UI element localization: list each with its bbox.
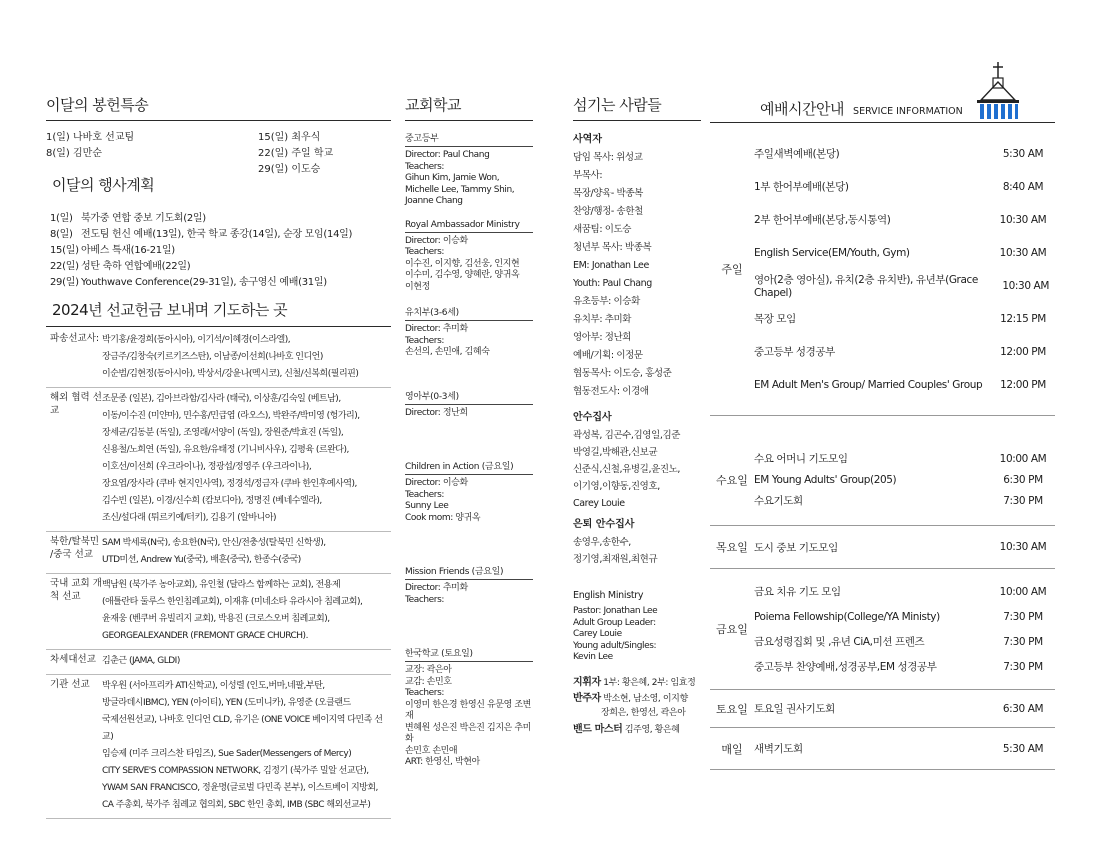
mission-line: 장요엽/장사라 (쿠바 현지인사역), 정경석/정금자 (쿠바 한인후예사역), [102, 479, 357, 489]
event-date: 1(일) [50, 213, 73, 224]
accompanist-label: 반주자 [573, 692, 601, 704]
school-block-line: Director: Paul Chang [405, 150, 490, 160]
mission-text [102, 391, 391, 527]
em-title: English Ministry [573, 590, 644, 601]
school-block-title: 영아부(0-3세) [405, 389, 533, 405]
deacons-title: 안수집사 [573, 412, 612, 423]
event-date: 22(일) [50, 261, 79, 272]
server-line: Pastor: Jonathan Lee [573, 606, 658, 616]
worship-rows [754, 137, 1055, 401]
school-block-line: Director: 추미화 [405, 324, 468, 334]
mission-line: (애틀란타 둘루스 한인침례교회), 이재휴 (미네소타 유라시아 침례교회), [102, 597, 363, 607]
school-block [405, 220, 533, 294]
worship-time: 12:00 PM [1000, 378, 1046, 391]
worship-name: 금요성령집회 및 ,유년 CiA,미션 프렌즈 [754, 636, 925, 648]
server-line: Kevin Lee [573, 652, 613, 662]
school-block-line: Teachers: [405, 688, 445, 698]
mission-label: 해외 협력 선교 [50, 392, 102, 416]
school-block-line: Sunny Lee [405, 501, 449, 511]
worship-time: 7:30 PM [1003, 494, 1043, 507]
english-ministry [573, 590, 701, 664]
worship-title-row [760, 98, 963, 119]
school-block-line: Teachers: [405, 335, 445, 346]
worship-time: 10:30 AM [999, 541, 1047, 553]
worship-group [710, 569, 1055, 690]
worship-name: English Service(EM/Youth, Gym) [754, 246, 910, 259]
band-label: 밴드 마스터 [573, 723, 623, 735]
worship-name: 수요기도회 [754, 495, 803, 507]
worship-row [754, 170, 1055, 203]
server-line: Adult Group Leader: [573, 617, 656, 628]
server-line: 부목사: [573, 170, 603, 181]
school-block [405, 646, 533, 769]
worship-time: 10:00 AM [999, 585, 1047, 598]
mission-label: 북한/탈북민 /중국 선교 [50, 536, 100, 560]
worship-time: 7:30 PM [1003, 660, 1043, 673]
mission-label: 파송선교사: [50, 333, 100, 344]
event-row [46, 275, 391, 291]
worship-time: 10:30 AM [999, 246, 1047, 259]
worship-name: Poiema Fellowship(College/YA Ministy) [754, 610, 940, 623]
school-block-line: 교장: 곽은아 [405, 665, 452, 675]
mission-line: 조신/설다래 (튀르키예/터키), 김용기 (알바니아) [102, 513, 277, 523]
worship-row [754, 469, 1055, 490]
school-block-title: Royal Ambassador Ministry [405, 220, 533, 233]
mission-line: 김춘근 (JAMA, GLDI) [102, 656, 180, 666]
school-block-line: 손민호 손민애 [405, 745, 458, 756]
worship-time: 8:40 AM [1002, 180, 1044, 193]
worship-name: 금요 치유 기도 모임 [754, 586, 841, 598]
mission-line: 신용철/노희연 (독일), 유요한/유태정 (기니비사우), 김평육 (르완다), [102, 445, 349, 455]
worship-time: 5:30 AM [1002, 742, 1044, 755]
worship-row [754, 137, 1055, 170]
mission-text [102, 653, 391, 670]
mission-line: 국제선원선교), 나바호 인디언 CLD, 유기은 (ONE VOICE 베이지역 다민족 선교) [102, 715, 383, 742]
mission-line: 윤재웅 (벤쿠버 유빌리지 교회), 박용진 (크로스오버 침례교회), [102, 614, 330, 624]
column-church-school [405, 94, 533, 769]
server-line: Carey Louie [573, 629, 622, 639]
worship-row [754, 579, 1055, 604]
offering-item: 29(일) 이도승 [258, 164, 321, 175]
school-block-line: 이영미 한은경 한영신 유문영 조변재 [405, 699, 531, 721]
server-line: 송영우,송한수, [573, 537, 631, 548]
worship-name: 새벽기도회 [754, 743, 803, 755]
school-block-title: 유치부(3-6세) [405, 305, 533, 321]
column-worship [710, 60, 1055, 770]
worship-day: 매일 [721, 742, 743, 756]
school-block-title: Mission Friends (금요일) [405, 564, 533, 580]
worship-time: 10:00 AM [999, 452, 1047, 465]
mission-line: 백남원 (북가주 농아교회), 유인철 (달라스 함께하는 교회), 전용제 [102, 580, 341, 590]
offering-item: 22(일) 주일 학교 [258, 148, 334, 159]
worship-row [754, 448, 1055, 469]
school-block-line: Teachers: [405, 247, 445, 257]
worship-row [754, 203, 1055, 236]
worship-row [754, 698, 1055, 719]
staff-title: 사역자 [573, 134, 602, 145]
event-date: 29(일) [50, 277, 79, 288]
worship-name: 중고등부 성경공부 [754, 346, 835, 358]
offering-item: 15(일) 최우식 [258, 132, 321, 143]
worship-group [710, 690, 1055, 728]
event-date: 15(일) [50, 245, 79, 256]
mission-text [102, 577, 391, 645]
school-block-line: 이수진, 이지향, 김선웅, 인지현 [405, 258, 520, 269]
worship-day: 주일 [721, 263, 743, 276]
school-block-line: Teachers: [405, 594, 445, 605]
worship-time: 12:15 PM [1000, 312, 1046, 325]
worship-row [754, 368, 1055, 401]
server-line: Youth: Paul Chang [573, 278, 652, 289]
event-row [46, 259, 391, 275]
worship-time: 5:30 AM [1002, 147, 1044, 160]
worship-row [754, 302, 1055, 335]
school-block-line: 이수미, 김수영, 양혜란, 양귀옥 [405, 270, 520, 280]
deacons-list [573, 427, 701, 512]
school-block-title: 한국학교 (토요일) [405, 646, 533, 662]
retired-deacons-list [573, 534, 701, 568]
church-icon [975, 62, 1021, 120]
mission-line: 김수빈 (일본), 이경/신수희 (캄보디아), 정명진 (베네수엘라), [102, 496, 322, 506]
worship-name: EM Adult Men's Group/ Married Couples' Group [754, 378, 983, 391]
server-line: 신준식,신철,유병길,윤진노, [573, 464, 681, 475]
worship-row [754, 532, 1055, 562]
worship-row [754, 269, 1055, 302]
school-block [405, 305, 533, 359]
server-line: 박영길,박해관,신보균 [573, 447, 658, 458]
worship-rows [754, 698, 1055, 719]
worship-time: 6:30 PM [1003, 473, 1043, 486]
school-block [405, 459, 533, 524]
mission-row [46, 574, 391, 650]
event-date: 8(일) [50, 229, 73, 240]
missions-list [46, 329, 391, 819]
mission-row [46, 329, 391, 388]
worship-name: 도시 중보 기도모임 [754, 541, 838, 554]
offering-item: 1(일) 나바호 선교팀 [46, 132, 135, 143]
event-row [46, 227, 391, 243]
school-block-line: Joanne Chang [405, 196, 463, 206]
server-line: 영아부: 정난희 [573, 332, 632, 343]
server-line: 새꿈팀: 이도승 [573, 224, 632, 235]
server-line: 찬양/행정- 송한철 [573, 206, 643, 217]
worship-rows [754, 532, 1055, 562]
worship-name: 수요 어머니 기도모임 [754, 453, 848, 465]
worship-day: 목요일 [716, 541, 748, 554]
mission-line: SAM 박세록(N국), 송요한(N국), 안신/전충성(탈북민 신학생), [102, 538, 326, 548]
worship-row [754, 629, 1055, 654]
school-block-line: Director: 추미화 [405, 583, 468, 593]
worship-time: 7:30 PM [1003, 635, 1043, 648]
mission-line: 방글라데시IBMC), YEN (아이티), YEN (도미니카), 유영준 (오클랜드 [102, 698, 351, 708]
school-block [405, 564, 533, 606]
school-block-line: Gihun Kim, Jamie Won, [405, 173, 500, 183]
mission-label: 기관 선교 [50, 679, 90, 690]
column-servers [573, 94, 701, 740]
mission-line: CITY SERVE'S COMPASSION NETWORK, 김정기 (북가주 밀알 선교단), [102, 766, 369, 776]
server-line: EM: Jonathan Lee [573, 260, 649, 271]
school-block-line: Teachers: [405, 489, 445, 500]
worship-title: 예배시간안내 [760, 100, 844, 118]
server-line: 청년부 목사: 박종복 [573, 242, 652, 253]
school-block-line: Director: 정난희 [405, 407, 468, 418]
mission-line: 조문종 (일본), 김아브라함/김사라 (태국), 이상훈/김숙일 (베트남), [102, 394, 341, 404]
mission-row [46, 388, 391, 532]
offering-title: 이달의 봉헌특송 [46, 94, 391, 121]
school-block-title: 중고등부 [405, 131, 533, 147]
mission-text [102, 535, 391, 569]
worship-time: 7:30 PM [1003, 610, 1043, 623]
event-row [46, 243, 391, 259]
school-title: 교회학교 [405, 94, 533, 121]
worship-day: 금요일 [716, 623, 748, 636]
worship-group [710, 434, 1055, 526]
worship-time: 10:30 AM [1002, 279, 1049, 292]
school-block-line: Director: 이승화 [405, 235, 468, 246]
mission-row [46, 675, 391, 819]
missions-title: 2024년 선교헌금 보내며 기도하는 곳 [46, 299, 391, 327]
worship-row [754, 738, 1055, 759]
worship-group [710, 728, 1055, 770]
mission-label: 차세대선교 [50, 654, 96, 665]
offering-list [46, 131, 391, 176]
worship-name: 주일새벽예배(본당) [754, 148, 840, 160]
worship-time: 6:30 AM [1002, 702, 1044, 715]
mission-line: 장금주/김창숙(키르키즈스탄), 이남종/이선희(나바호 인디언) [102, 352, 323, 362]
worship-schedule [710, 123, 1055, 770]
school-block [405, 131, 533, 208]
school-block-line: 이현정 [405, 281, 430, 292]
staff-list [573, 149, 701, 401]
school-blocks [405, 131, 533, 769]
server-line: 예배/기획: 이정문 [573, 350, 643, 361]
event-text: 성탄 축하 연합예배(22일) [81, 261, 191, 272]
mission-line: UTD미션, Andrew Yu(중국), 배훈(중국), 한종수(중국) [102, 555, 301, 565]
em-list [573, 606, 701, 664]
school-block [405, 389, 533, 420]
worship-row [754, 236, 1055, 269]
school-block-line: 변혜원 성은진 박은진 김지은 추미화 [405, 722, 531, 744]
worship-name: EM Young Adults' Group(205) [754, 473, 897, 486]
worship-name: 목장 모임 [754, 313, 796, 325]
accompanist-row-2: 장희은, 한영선, 곽은아 [601, 707, 686, 718]
column-offering-events-missions [46, 94, 391, 819]
server-line: 유치부: 추미화 [573, 314, 632, 325]
worship-name: 토요일 권사기도회 [754, 703, 835, 715]
server-line: 정기영,최재원,최현규 [573, 554, 658, 565]
event-text: 전도팀 헌신 예배(13일), 한국 학교 종강(14일), 순장 모임(14일) [81, 229, 353, 240]
band-row [573, 720, 701, 740]
conductor-names: 1부: 황은혜, 2부: 임효정 [603, 677, 696, 688]
worship-rows [754, 579, 1055, 679]
worship-name: 중고등부 찬양예배,성경공부,EM 성경공부 [754, 661, 937, 673]
mission-line: 박기홍/윤경희(동아시아), 이기석/이혜경(이스라엘), [102, 335, 291, 345]
event-text: Youthwave Conference(29-31일), 송구영신 예배(31일) [81, 277, 327, 288]
worship-time: 10:30 AM [999, 213, 1047, 226]
server-line: 담임 목사: 위성교 [573, 152, 643, 163]
school-block-line: 교감: 손민호 [405, 676, 452, 687]
mission-line: YWAM SAN FRANCISCO, 정윤명(글로벌 다민족 본부), 이스트베이 지방회, [102, 783, 378, 793]
mission-text [102, 678, 391, 814]
music-team [573, 674, 701, 740]
retired-deacons-title: 은퇴 안수집사 [573, 519, 635, 530]
mission-label: 국내 교회 개척 선교 [50, 578, 102, 602]
server-line: 목장/양육- 박종복 [573, 188, 643, 199]
worship-group [710, 526, 1055, 569]
school-block-line: Teachers: [405, 161, 445, 172]
worship-row [754, 604, 1055, 629]
mission-line: GEORGEALEXANDER (FREMONT GRACE CHURCH). [102, 631, 308, 641]
server-line: 협동목사: 이도승, 홍성준 [573, 368, 672, 379]
mission-line: 이호선/이선희 (우크라이나), 정광섭/정영주 (우크라이나), [102, 462, 312, 472]
worship-subtitle: SERVICE INFORMATION [853, 106, 963, 117]
events-title: 이달의 행사계획 [52, 176, 155, 194]
mission-line: 박우원 (서아프리카 ATI신학교), 이성렬 (인도,버마,네팔,부탄, [102, 681, 325, 691]
school-block-line: Cook mom: 양귀옥 [405, 512, 481, 523]
server-line: Carey Louie [573, 498, 625, 509]
school-block-line: Director: 이승화 [405, 478, 468, 488]
mission-line: 이순범/김현정(동아시아), 박상서/강윤나(멕시코), 신철/신복희(필리핀) [102, 369, 359, 379]
school-block-line: ART: 한영신, 박현아 [405, 757, 480, 767]
server-line: 이기영,이향동,진영호, [573, 481, 660, 492]
worship-day: 토요일 [716, 702, 748, 716]
mission-row [46, 532, 391, 574]
band-names: 김주영, 황은혜 [624, 724, 680, 735]
worship-rows [754, 738, 1055, 759]
events-list [46, 211, 391, 291]
accompanist-names: 박소현, 남소영, 이지향 [603, 693, 688, 704]
mission-line: 임승제 (미주 크리스찬 타임즈), Sue Sader(Messengers of Mercy) [102, 749, 352, 759]
worship-day: 수요일 [716, 473, 748, 487]
accompanist-row [573, 692, 701, 706]
worship-group [710, 123, 1055, 416]
worship-name: 영아(2층 영아실), 유치(2층 유치반), 유년부(Grace Chapel) [754, 274, 978, 299]
server-line: Young adult/Singles: [573, 640, 657, 651]
worship-row [754, 654, 1055, 679]
worship-name: 1부 한어부예배(본당) [754, 181, 849, 193]
mission-line: 이동/이수진 (미얀마), 민수홍/민급엽 (라오스), 박완주/박미영 (헝가리), [102, 411, 360, 421]
event-text: 아베스 특새(16-21일) [81, 245, 175, 256]
server-line: 협동전도사: 이경애 [573, 386, 649, 397]
servers-title: 섬기는 사람들 [573, 94, 701, 121]
mission-line: CA 주총회, 북가주 침례교 협의회, SBC 한인 총회, IMB (SBC 해외선교부) [102, 800, 371, 810]
event-row [46, 211, 391, 227]
offering-item: 8(일) 김만순 [46, 148, 102, 159]
school-block-line: Michelle Lee, Tammy Shin, [405, 184, 515, 195]
conductor-label: 지휘자 [573, 676, 601, 688]
conductor-row [573, 674, 701, 692]
worship-row [754, 490, 1055, 511]
mission-line: 장세균/김동분 (독일), 조영래/서양이 (독일), 장원준/박효진 (독일), [102, 428, 344, 438]
worship-time: 12:00 PM [1000, 345, 1046, 358]
worship-name: 2부 한어부예배(본당,동시통역) [754, 214, 891, 226]
server-line: 곽성복, 김곤수,김영일,김준 [573, 430, 681, 441]
school-block-title: Children in Action (금요일) [405, 459, 533, 475]
event-text: 북가중 연합 중보 기도회(2일) [81, 213, 206, 224]
mission-row [46, 650, 391, 675]
worship-rows [754, 448, 1055, 511]
mission-text [102, 332, 391, 383]
worship-header [710, 60, 1055, 123]
school-block-line: 손선의, 손민애, 김혜숙 [405, 347, 490, 357]
server-line: 유초등부: 이승화 [573, 296, 640, 307]
worship-row [754, 335, 1055, 368]
